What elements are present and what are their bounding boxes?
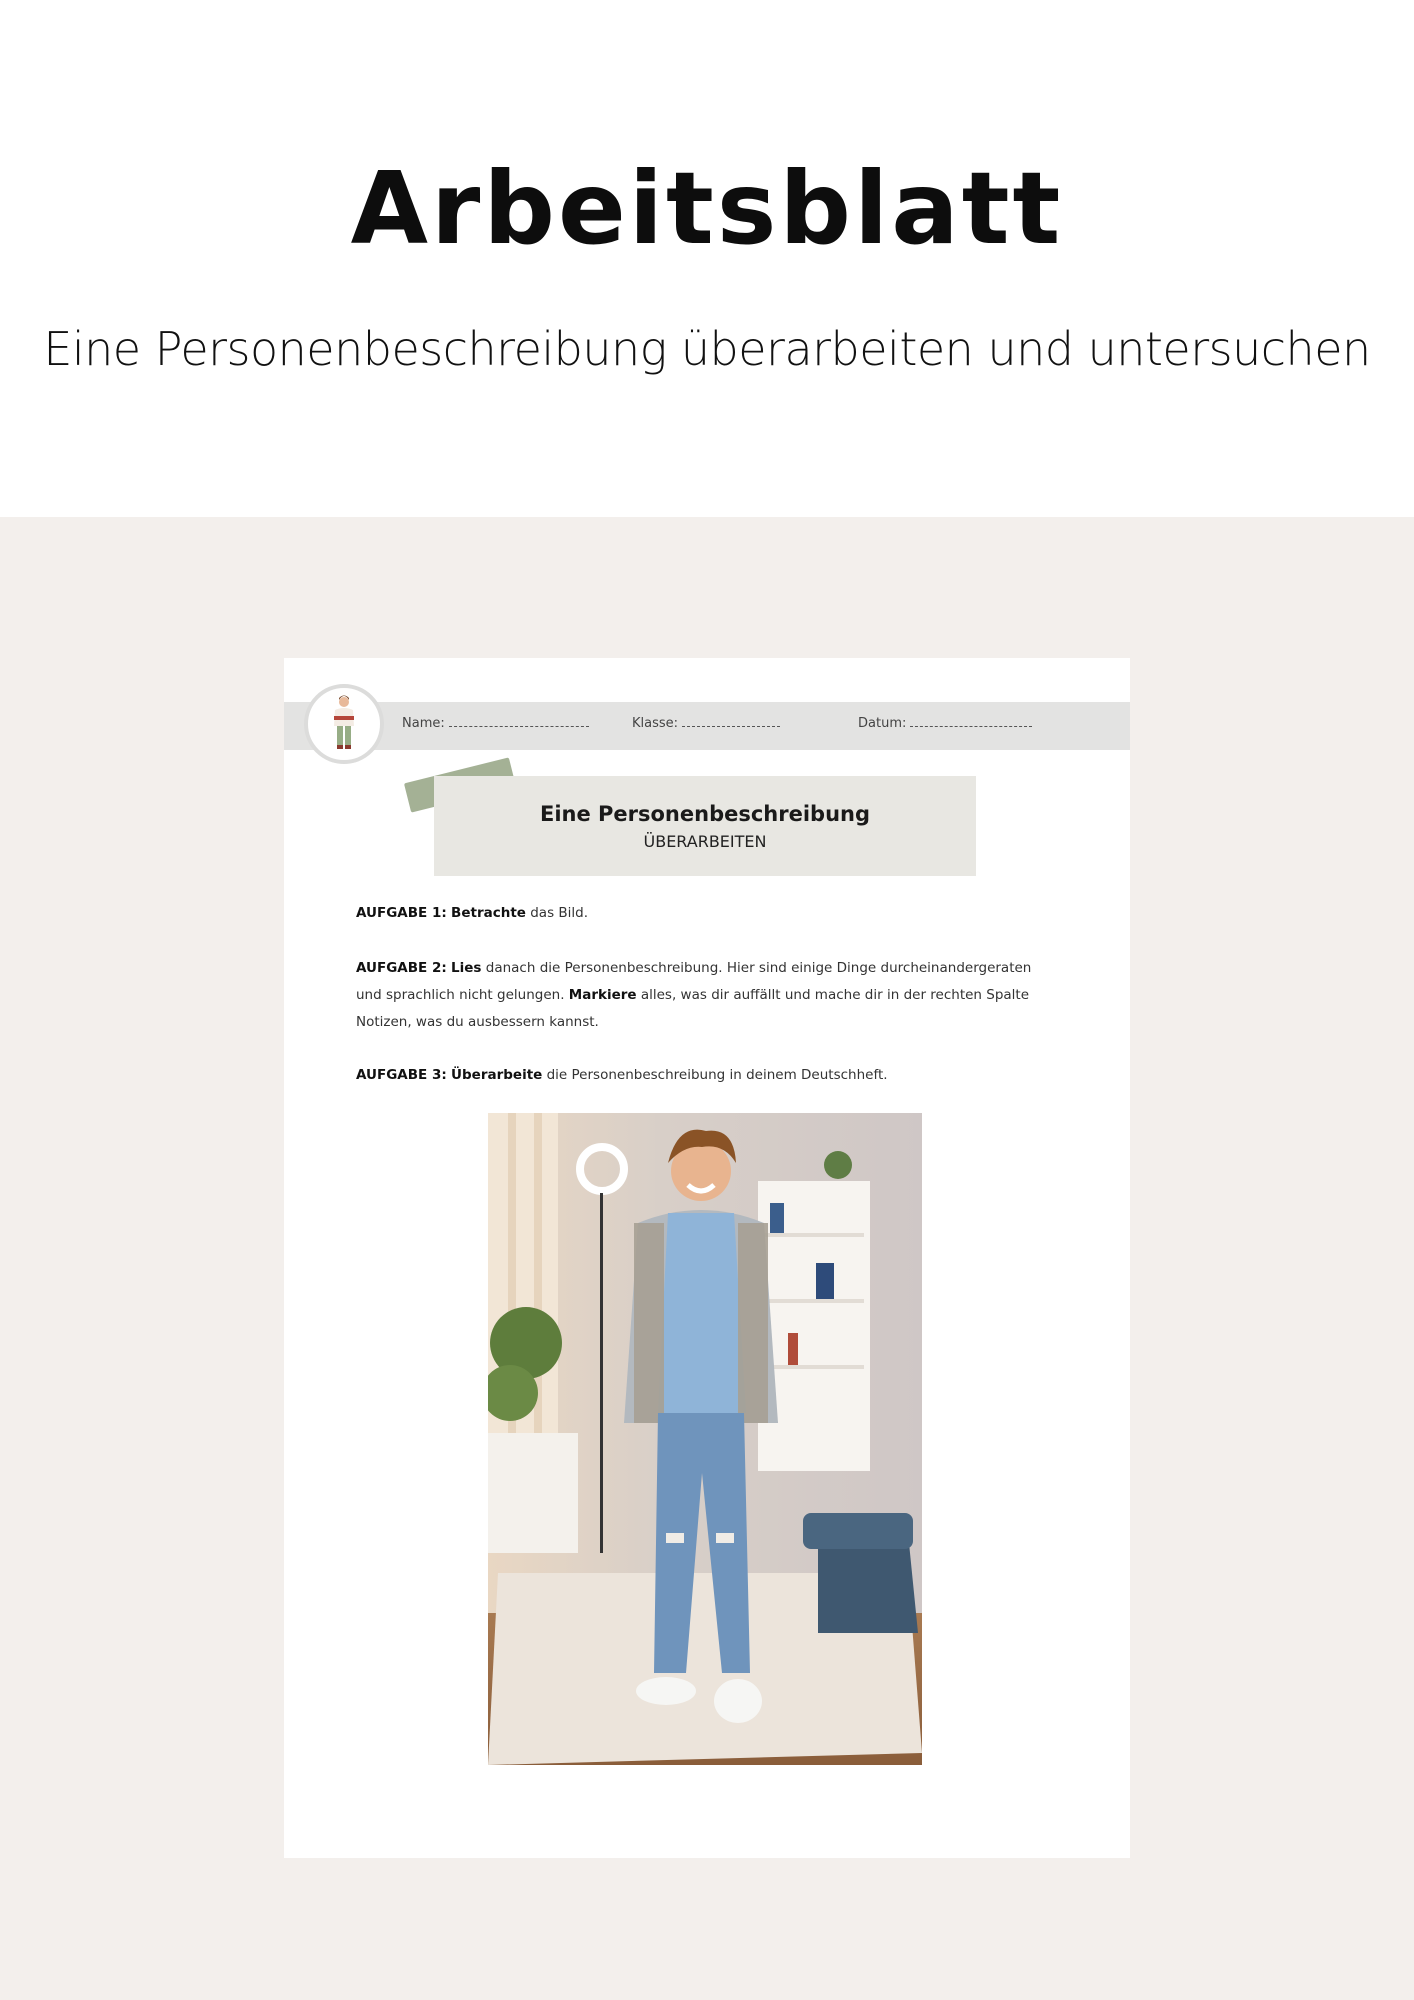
task-2-text: danach die Personenbeschreibung. Hier sind einige Dinge durcheinandergeraten und sprachlich nicht gelungen. (356, 960, 1032, 1003)
page-title: Arbeitsblatt (350, 150, 1064, 267)
avatar-illustration-icon (304, 684, 384, 764)
date-field[interactable] (858, 716, 1032, 731)
worksheet-heading-subtitle: ÜBERARBEITEN (643, 832, 767, 851)
task-2-verb: Lies (451, 960, 482, 976)
task-1-verb: Betrachte (451, 905, 526, 921)
task-3-label: AUFGABE 3: (356, 1067, 447, 1083)
task-2 (356, 955, 1056, 1036)
cover-header (0, 0, 1414, 517)
sheet-bottom-fade (284, 1798, 1130, 1858)
task-2-label: AUFGABE 2: (356, 960, 447, 976)
class-field[interactable] (632, 716, 780, 731)
worksheet-preview (284, 658, 1130, 1858)
task-3-verb: Überarbeite (451, 1067, 543, 1083)
class-label: Klasse: (632, 716, 679, 731)
task-3 (356, 1062, 1056, 1089)
worksheet-heading-box (434, 776, 976, 876)
name-field[interactable] (402, 716, 589, 731)
task-1 (356, 900, 1056, 927)
date-line[interactable] (910, 716, 1032, 727)
date-label: Datum: (858, 716, 907, 731)
name-line[interactable] (449, 716, 589, 727)
task-1-label: AUFGABE 1: (356, 905, 447, 921)
name-label: Name: (402, 716, 445, 731)
teen-photo-icon (488, 1113, 922, 1765)
worksheet-heading-title: Eine Personenbeschreibung (539, 802, 871, 826)
task-3-text: die Personenbeschreibung in deinem Deutschheft. (542, 1067, 888, 1083)
task-2-verb2: Markiere (568, 987, 637, 1003)
task-2-text2: alles, was dir auffällt und mache dir in der rechten Spalte Notizen, was du ausbessern kannst. (356, 987, 1030, 1030)
task-1-text: das Bild. (525, 905, 589, 921)
page-subtitle: Eine Personenbeschreibung überarbeiten und untersuchen (43, 322, 1371, 376)
class-line[interactable] (682, 716, 780, 727)
